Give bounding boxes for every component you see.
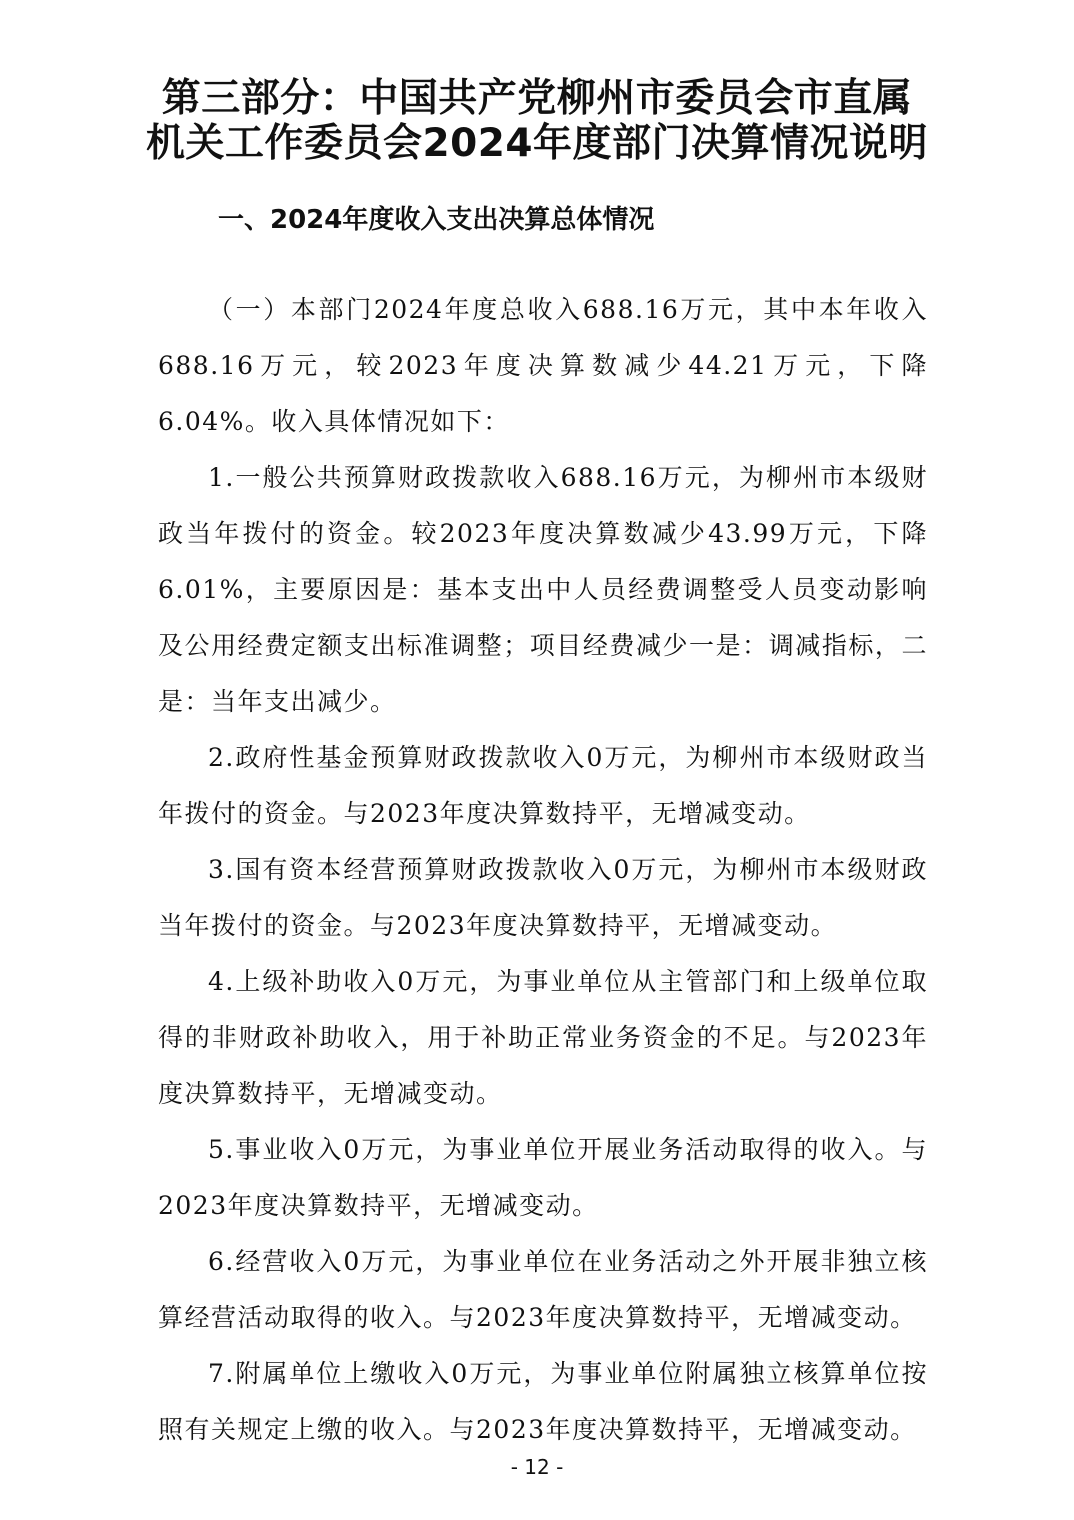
paragraph-affiliated-units: 7.附属单位上缴收入0万元，为事业单位附属独立核算单位按照有关规定上缴的收入。与2023年度决算数持平，无增减变动。 xyxy=(158,1359,928,1444)
paragraph-government-fund: 2.政府性基金预算财政拨款收入0万元，为柳州市本级财政当年拨付的资金。与2023年度决算数持平，无增减变动。 xyxy=(158,743,928,828)
paragraph-total-income: （一）本部门2024年度总收入688.16万元，其中本年收入688.16万元，较2023年度决算数减少44.21万元，下降6.04%。收入具体情况如下： xyxy=(158,295,928,436)
paragraph-business-income: 5.事业收入0万元，为事业单位开展业务活动取得的收入。与2023年度决算数持平，无增减变动。 xyxy=(158,1135,928,1220)
section-heading: 一、2024年度收入支出决算总体情况 xyxy=(218,205,655,235)
paragraph-operating-income: 6.经营收入0万元，为事业单位在业务活动之外开展非独立核算经营活动取得的收入。与2023年度决算数持平，无增减变动。 xyxy=(158,1247,928,1332)
page-title xyxy=(0,76,1074,166)
title-line-2: 机关工作委员会2024年度部门决算情况说明 xyxy=(145,121,929,166)
paragraph-state-capital: 3.国有资本经营预算财政拨款收入0万元，为柳州市本级财政当年拨付的资金。与2023年度决算数持平，无增减变动。 xyxy=(158,855,928,940)
paragraph-general-budget: 1.一般公共预算财政拨款收入688.16万元，为柳州市本级财政当年拨付的资金。较2023年度决算数减少43.99万元，下降6.01%，主要原因是：基本支出中人员经费调整受人员变动影响及公用经费定额支出标准调整；项目经费减少一是：调减指标，二是：当年支出减少。 xyxy=(158,463,928,716)
paragraph-superior-subsidy: 4.上级补助收入0万元，为事业单位从主管部门和上级单位取得的非财政补助收入，用于补助正常业务资金的不足。与2023年度决算数持平，无增减变动。 xyxy=(158,967,928,1108)
page-number: - 12 - xyxy=(510,1455,564,1479)
body-text xyxy=(158,282,928,1458)
title-line-1: 第三部分：中国共产党柳州市委员会市直属 xyxy=(161,76,913,121)
